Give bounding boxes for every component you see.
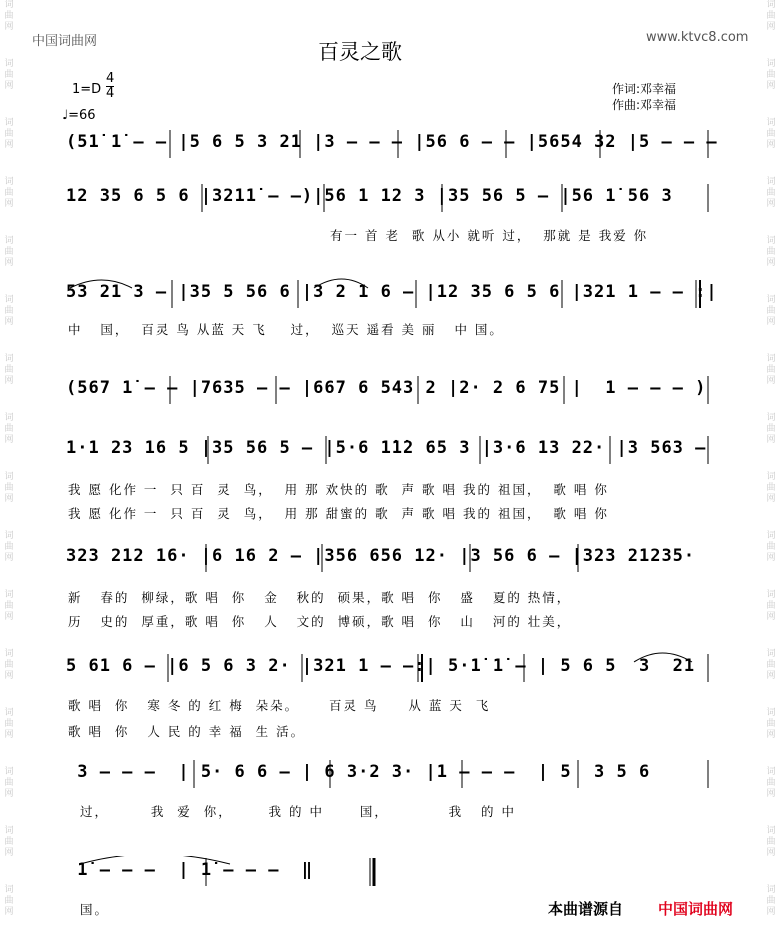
lyrics-line-2: 历 史的 厚重，歌 唱 你 人 文的 博硕，歌 唱 你 山 河的 壮美，	[68, 614, 572, 629]
watermark-right	[764, 0, 778, 945]
time-bottom: 4	[106, 86, 115, 101]
watermark-glyph: 词 曲 网	[766, 531, 776, 563]
score-row-8	[62, 758, 718, 790]
lyrics-line: 中 国， 百灵 鸟 从蓝 天 飞 过， 巡天 遥看 美 丽 中 国。	[68, 322, 504, 337]
watermark-glyph: 词 曲 网	[766, 59, 776, 91]
lyrics-line-2: 我 愿 化作 一 只 百 灵 鸟， 用 那 甜蜜的 歌 声 歌 唱 我的 祖国， 歌 唱 你	[68, 506, 609, 521]
time-signature	[106, 72, 114, 101]
key-signature: 1=D	[72, 82, 102, 97]
notation-line: 3 — — — | 5· 6 6 — | 6 3·2 3· |1 — — — | 5 3 5 6	[66, 762, 651, 782]
lyricist-credit: 作词:邓幸福	[612, 82, 677, 96]
watermark-glyph: 词 曲 网	[766, 708, 776, 740]
watermark-glyph: 词 曲 网	[4, 885, 14, 917]
watermark-glyph: 词 曲 网	[4, 236, 14, 268]
watermark-glyph: 词 曲 网	[4, 472, 14, 504]
watermark-glyph: 词 曲 网	[766, 826, 776, 858]
score-row-7	[62, 652, 718, 684]
watermark-glyph: 词 曲 网	[4, 413, 14, 445]
watermark-glyph: 词 曲 网	[766, 590, 776, 622]
watermark-glyph: 词 曲 网	[4, 295, 14, 327]
watermark-glyph: 词 曲 网	[4, 590, 14, 622]
notation-line: 12 35 6 5 6 |3211̇ — —)|56 1 12 3 |35 56 5 — |56 1̇ 56 3	[66, 186, 673, 206]
score-row-5	[62, 434, 718, 466]
lyrics-line-2: 歌 唱 你 人 民 的 幸 福 生 活。	[68, 724, 306, 739]
score-row-6	[62, 542, 718, 574]
source-brand-link[interactable]: 中国词曲网	[658, 900, 734, 918]
site-name-left: 中国词曲网	[32, 34, 98, 49]
score-row-3	[62, 278, 718, 310]
notation-line: 5 61 6 — |6 5 6 3 2· |321 1 — —:| 5·1̇ 1̇ — | 5 6 5 3 21	[66, 656, 696, 676]
notation-line: 1̇ — — — | 1̇ — — — ‖	[66, 860, 314, 880]
watermark-glyph: 词 曲 网	[4, 177, 14, 209]
watermark-glyph: 词 曲 网	[766, 885, 776, 917]
score-row-2	[62, 182, 718, 214]
watermark-left	[2, 0, 16, 945]
watermark-glyph: 词 曲 网	[766, 354, 776, 386]
song-title: 百灵之歌	[318, 40, 402, 64]
lyrics-line: 新 春的 柳绿，歌 唱 你 金 秋的 硕果，歌 唱 你 盛 夏的 热情，	[68, 590, 572, 605]
composer-credit: 作曲:邓幸福	[612, 98, 677, 112]
watermark-glyph: 词 曲 网	[4, 708, 14, 740]
watermark-glyph: 词 曲 网	[766, 413, 776, 445]
watermark-glyph: 词 曲 网	[766, 0, 776, 32]
watermark-glyph: 词 曲 网	[766, 177, 776, 209]
watermark-glyph: 词 曲 网	[766, 236, 776, 268]
watermark-glyph: 词 曲 网	[4, 531, 14, 563]
watermark-glyph: 词 曲 网	[4, 354, 14, 386]
lyrics-line: 国。	[80, 902, 110, 917]
notation-line: (51̇ 1̇ — — |5 6 5 3 21 |3 — — — |56 6 — — |5654 32 |5 — — —	[66, 132, 718, 152]
lyrics-line: 我 愿 化作 一 只 百 灵 鸟， 用 那 欢快的 歌 声 歌 唱 我的 祖国， 歌 唱 你	[68, 482, 609, 497]
watermark-glyph: 词 曲 网	[4, 59, 14, 91]
watermark-glyph: 词 曲 网	[766, 118, 776, 150]
watermark-glyph: 词 曲 网	[4, 118, 14, 150]
watermark-glyph: 词 曲 网	[4, 649, 14, 681]
lyrics-line: 过， 我 爱 你， 我 的 中 国， 我 的 中	[80, 804, 516, 819]
lyrics-line: 歌 唱 你 寒 冬 的 红 梅 朵朵。 百灵 鸟 从 蓝 天 飞	[68, 698, 491, 713]
tempo-mark: ♩=66	[62, 108, 96, 123]
notation-line: 323 212 16· |6 16 2 — |356 656 12· |3 56 6 — |323 21235·	[66, 546, 696, 566]
watermark-glyph: 词 曲 网	[766, 472, 776, 504]
time-top: 4	[106, 71, 115, 86]
watermark-glyph: 词 曲 网	[4, 767, 14, 799]
notation-line: 53 21 3 — |35 5 56 6 |3 2 1 6 — |12 35 6 5 6 |321 1 — — :|	[66, 282, 718, 302]
site-url-right: www.ktvc8.com	[646, 30, 749, 45]
watermark-glyph: 词 曲 网	[4, 0, 14, 32]
notation-line: 1·1 23 16 5 |35 56 5 — |5·6 1̇1̇2 65 3 |3·6 13 22· |3 563 —	[66, 438, 707, 458]
lyrics-line: 有一 首 老 歌 从小 就听 过， 那就 是 我爱 你	[330, 228, 649, 243]
watermark-glyph: 词 曲 网	[766, 767, 776, 799]
notation-line: (567 1̇ — — |7635 — — |667 6 543 2 |2· 2 6 75 | 1 — — — )	[66, 378, 707, 398]
watermark-glyph: 词 曲 网	[766, 649, 776, 681]
score-row-4	[62, 374, 718, 406]
watermark-glyph: 词 曲 网	[4, 826, 14, 858]
source-label: 本曲谱源自	[548, 900, 624, 918]
score-row-1	[62, 128, 718, 160]
score-row-9	[62, 856, 718, 888]
watermark-glyph: 词 曲 网	[766, 295, 776, 327]
